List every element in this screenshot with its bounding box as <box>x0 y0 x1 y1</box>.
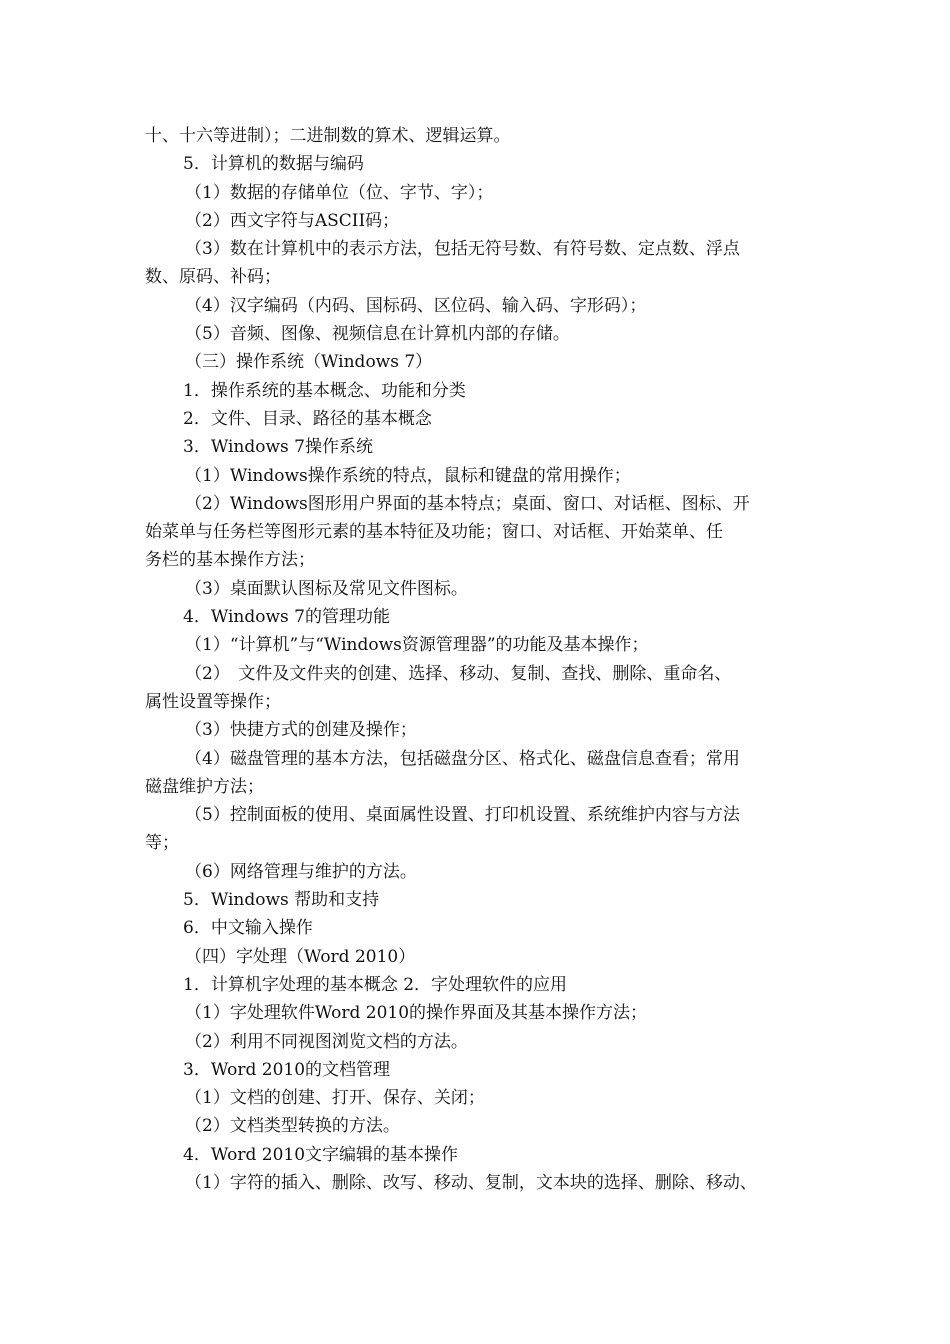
text-line: 5．计算机的数据与编码 <box>183 154 364 175</box>
text-line: 磁盘维护方法； <box>145 776 264 797</box>
text-line: （1）字处理软件Word 2010的操作界面及其基本操作方法； <box>185 1003 648 1024</box>
text-line: （2） 文件及文件夹的创建、选择、移动、复制、查找、删除、重命名、 <box>185 663 732 684</box>
text-line: 2．文件、目录、路径的基本概念 <box>183 408 432 429</box>
text-line: （1）文档的创建、打开、保存、关闭； <box>185 1088 485 1109</box>
text-line: （1）Windows操作系统的特点，鼠标和键盘的常用操作； <box>185 465 631 486</box>
text-line: 4．Word 2010文字编辑的基本操作 <box>183 1144 459 1165</box>
text-line: 1．操作系统的基本概念、功能和分类 <box>183 380 466 401</box>
text-line: 3．Windows 7操作系统 <box>183 437 373 458</box>
text-line: （3）快捷方式的创建及操作； <box>185 720 417 741</box>
text-line: （6）网络管理与维护的方法。 <box>185 861 417 882</box>
text-line: 数、原码、补码； <box>145 267 281 288</box>
text-line: 5．Windows 帮助和支持 <box>183 890 380 911</box>
text-line: 3．Word 2010的文档管理 <box>183 1059 391 1080</box>
text-line: （5）控制面板的使用、桌面属性设置、打印机设置、系统维护内容与方法 <box>185 805 740 826</box>
text-line: （四）字处理（Word 2010） <box>185 946 416 967</box>
text-line: （1）字符的插入、删除、改写、移动、复制，文本块的选择、删除、移动、 <box>185 1172 757 1193</box>
text-line: 等； <box>145 833 179 854</box>
text-line: （三）操作系统（Windows 7） <box>185 352 433 373</box>
text-line: 4．Windows 7的管理功能 <box>183 607 390 628</box>
text-line: （4）汉字编码（内码、国标码、区位码、输入码、字形码）； <box>185 295 647 316</box>
text-line: （2）Windows图形用户界面的基本特点；桌面、窗口、对话框、图标、开 <box>185 493 750 514</box>
text-line: （4）磁盘管理的基本方法，包括磁盘分区、格式化、磁盘信息查看；常用 <box>185 748 740 769</box>
text-line: （2）文档类型转换的方法。 <box>185 1116 400 1137</box>
text-line: （1）“计算机”与“Windows资源管理器”的功能及基本操作； <box>185 635 649 656</box>
text-line: （1）数据的存储单位（位、字节、字）； <box>185 182 494 203</box>
text-line: 属性设置等操作； <box>145 691 281 712</box>
text-line: 始菜单与任务栏等图形元素的基本特征及功能；窗口、对话框、开始菜单、任 <box>145 522 723 543</box>
document-body <box>145 122 825 1197</box>
text-line: （5）音频、图像、视频信息在计算机内部的存储。 <box>185 324 570 345</box>
text-line: （2）西文字符与ASCII码； <box>185 210 400 231</box>
text-line: 务栏的基本操作方法； <box>145 550 315 571</box>
text-line: 十、十六等进制）；二进制数的算术、逻辑运算。 <box>145 126 511 146</box>
text-line: （2）利用不同视图浏览文档的方法。 <box>185 1031 468 1052</box>
text-line: （3）桌面默认图标及常见文件图标。 <box>185 578 468 599</box>
text-line: （3）数在计算机中的表示方法，包括无符号数、有符号数、定点数、浮点 <box>185 239 740 260</box>
text-line: 1．计算机字处理的基本概念 2．字处理软件的应用 <box>183 974 568 995</box>
text-line: 6．中文输入操作 <box>183 918 313 939</box>
